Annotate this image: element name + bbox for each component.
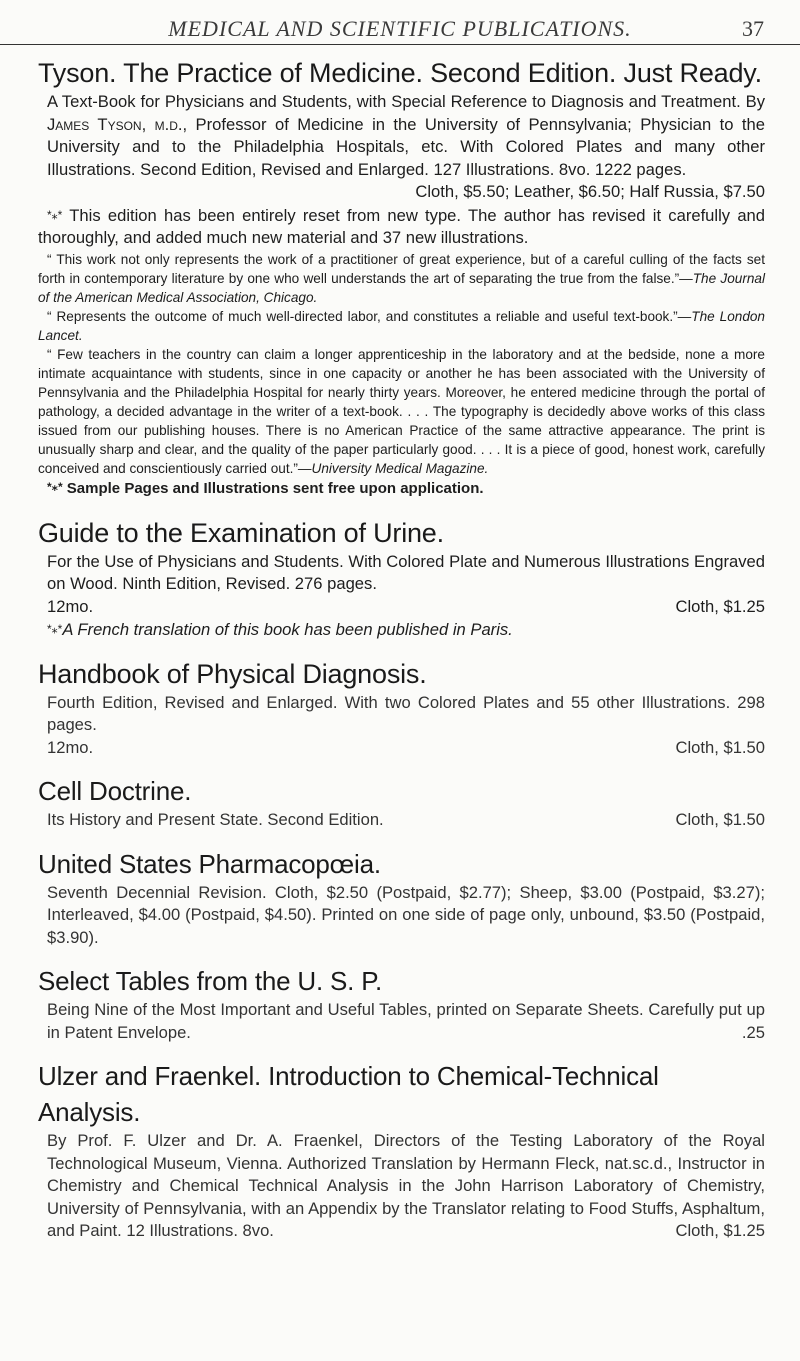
description-text: Being Nine of the Most Important and Useful Tables, printed on Separate Sheets. Carefully put up in Patent Envelope.	[47, 1000, 765, 1042]
page-number: 37	[742, 16, 764, 41]
entry-heading: United States Pharmacopœia.	[38, 848, 381, 879]
entry-ulzer-fraenkel	[38, 1058, 765, 1243]
running-head	[0, 14, 800, 45]
running-head-title: MEDICAL AND SCIENTIFIC PUBLICATIONS.	[168, 16, 632, 41]
entry-price: Cloth, $5.50; Leather, $6.50; Half Russia, $7.50	[415, 182, 765, 201]
format-price-row	[47, 596, 765, 619]
quote-source: University Medical Magazine.	[311, 460, 489, 476]
book-format: 12mo.	[47, 596, 94, 616]
entry-price: Cloth, $1.50	[675, 737, 765, 757]
entry-heading: Cell Doctrine.	[38, 776, 192, 806]
entry-physical-diagnosis	[38, 656, 765, 760]
entry-tyson	[38, 55, 765, 497]
author-name: James Tyson, m.d.	[47, 114, 183, 134]
description-price-row	[47, 809, 765, 832]
entry-heading: Ulzer and Fraenkel. Introduction to Chemical-Technical Analysis.	[38, 1061, 659, 1127]
asterism-marker: *⁎*	[47, 479, 63, 494]
quote-text: “ This work not only represents the work of a practitioner of great experience, but of a careful culling of the facts set forth in contemporary literature by one who well understands the art of separating the true from the false.”—	[38, 251, 765, 286]
quote-source: The Journal of the American Medical Association, Chicago.	[38, 270, 765, 305]
quote-text: “ Represents the outcome of much well-directed labor, and constitutes a reliable and useful text-book.”—	[47, 308, 692, 324]
review-quote	[38, 307, 765, 345]
note-text: A French translation of this book has been published in Paris.	[62, 620, 513, 639]
quote-source: The London Lancet.	[38, 308, 765, 343]
sample-text: Sample Pages and Illustrations sent free upon application.	[66, 479, 484, 497]
entry-description: Seventh Decennial Revision. Cloth, $2.50 (Postpaid, $2.77); Sheep, $3.00 (Postpaid, $3.27); Interleaved, $4.00 (Postpaid, $4.50). Printed on one side of page only, unbound, $3.50 (Postpaid, $3.90).	[47, 882, 765, 947]
note-text: This edition has been entirely reset from new type. The author has revised it carefully and thoroughly, and added much new material and 37 new illustrations.	[38, 205, 766, 247]
entry-description	[47, 999, 765, 1044]
catalog-content	[38, 55, 765, 1253]
entry-cell-doctrine	[38, 773, 765, 832]
entry-heading: Select Tables from the U. S. P.	[38, 966, 383, 996]
edition-note	[38, 204, 765, 250]
translation-note	[38, 618, 765, 642]
entry-select-tables	[38, 963, 765, 1044]
entry-price: Cloth, $1.25	[675, 1221, 765, 1240]
entry-description	[47, 1130, 765, 1243]
description-text: A Text-Book for Physicians and Students, with Special Reference to Diagnosis and Treatment. By	[47, 92, 765, 111]
entry-description: For the Use of Physicians and Students. With Colored Plate and Numerous Illustrations Engraved on Wood. Ninth Edition, Revised. 276 pages.	[47, 551, 765, 593]
review-quote	[38, 250, 765, 307]
book-format: 12mo.	[47, 737, 94, 757]
asterism-marker: *⁎*	[47, 207, 63, 222]
description-text: By Prof. F. Ulzer and Dr. A. Fraenkel, Directors of the Testing Laboratory of the Royal Technological Museum, Vienna. Authorized Translation by Hermann Fleck, nat.sc.d., Instructor in Chemistry and Chemical Technical Analysis in the John Harrison Laboratory of Chemistry, University of Pennsylvania, with an Appendix by the Translator relating to Food Stuffs, Asphaltum, and Paint. 12 Illustrations. 8vo.	[47, 1131, 765, 1240]
entry-description	[47, 91, 765, 181]
review-quote	[38, 345, 765, 478]
entry-description: Fourth Edition, Revised and Enlarged. With two Colored Plates and 55 other Illustrations. 298 pages.	[47, 692, 765, 734]
format-price-row	[47, 737, 765, 760]
entry-price: Cloth, $1.50	[675, 810, 765, 829]
entry-price: .25	[741, 1022, 765, 1042]
entry-heading: Handbook of Physical Diagnosis.	[38, 658, 427, 689]
entry-description: Its History and Present State. Second Edition.	[47, 810, 384, 829]
entry-price: Cloth, $1.25	[675, 596, 765, 616]
entry-heading: Guide to the Examination of Urine.	[38, 517, 444, 548]
entry-urine	[38, 515, 765, 642]
entry-pharmacopoeia	[38, 846, 765, 950]
quote-text: “ Few teachers in the country can claim a longer apprenticeship in the laboratory and at the bedside, none a more intimate acquaintance with students, since in one capacity or another he has been associated with the University of Pennsylvania and the Philadelphia Hospital for nearly thirty years. Moreover, he entered medicine through the portal of pathology, a decided advantage in the writer of a text-book. . . . The typography is decidedly above works of this class issued from our publishing houses. There is no American Practice of the same attractive appearance. The print is unusually sharp and clear, and the quality of the paper particularly good. . . . It is a piece of good, honest work, carefully conceived and conscientiously carried out.”—	[38, 346, 765, 476]
description-text: , Professor of Medicine in the University of Pennsylvania; Physician to the University and to the Philadelphia Hospitals, etc. With Colored Plates and many other Illustrations. Second Edition, Revised and Enlarged. 127 Illustrations. 8vo. 1222 pages.	[47, 114, 765, 179]
asterism-marker: *⁎*	[47, 622, 63, 636]
sample-note	[38, 480, 765, 497]
entry-heading: Tyson. The Practice of Medicine. Second Edition. Just Ready.	[38, 58, 762, 88]
